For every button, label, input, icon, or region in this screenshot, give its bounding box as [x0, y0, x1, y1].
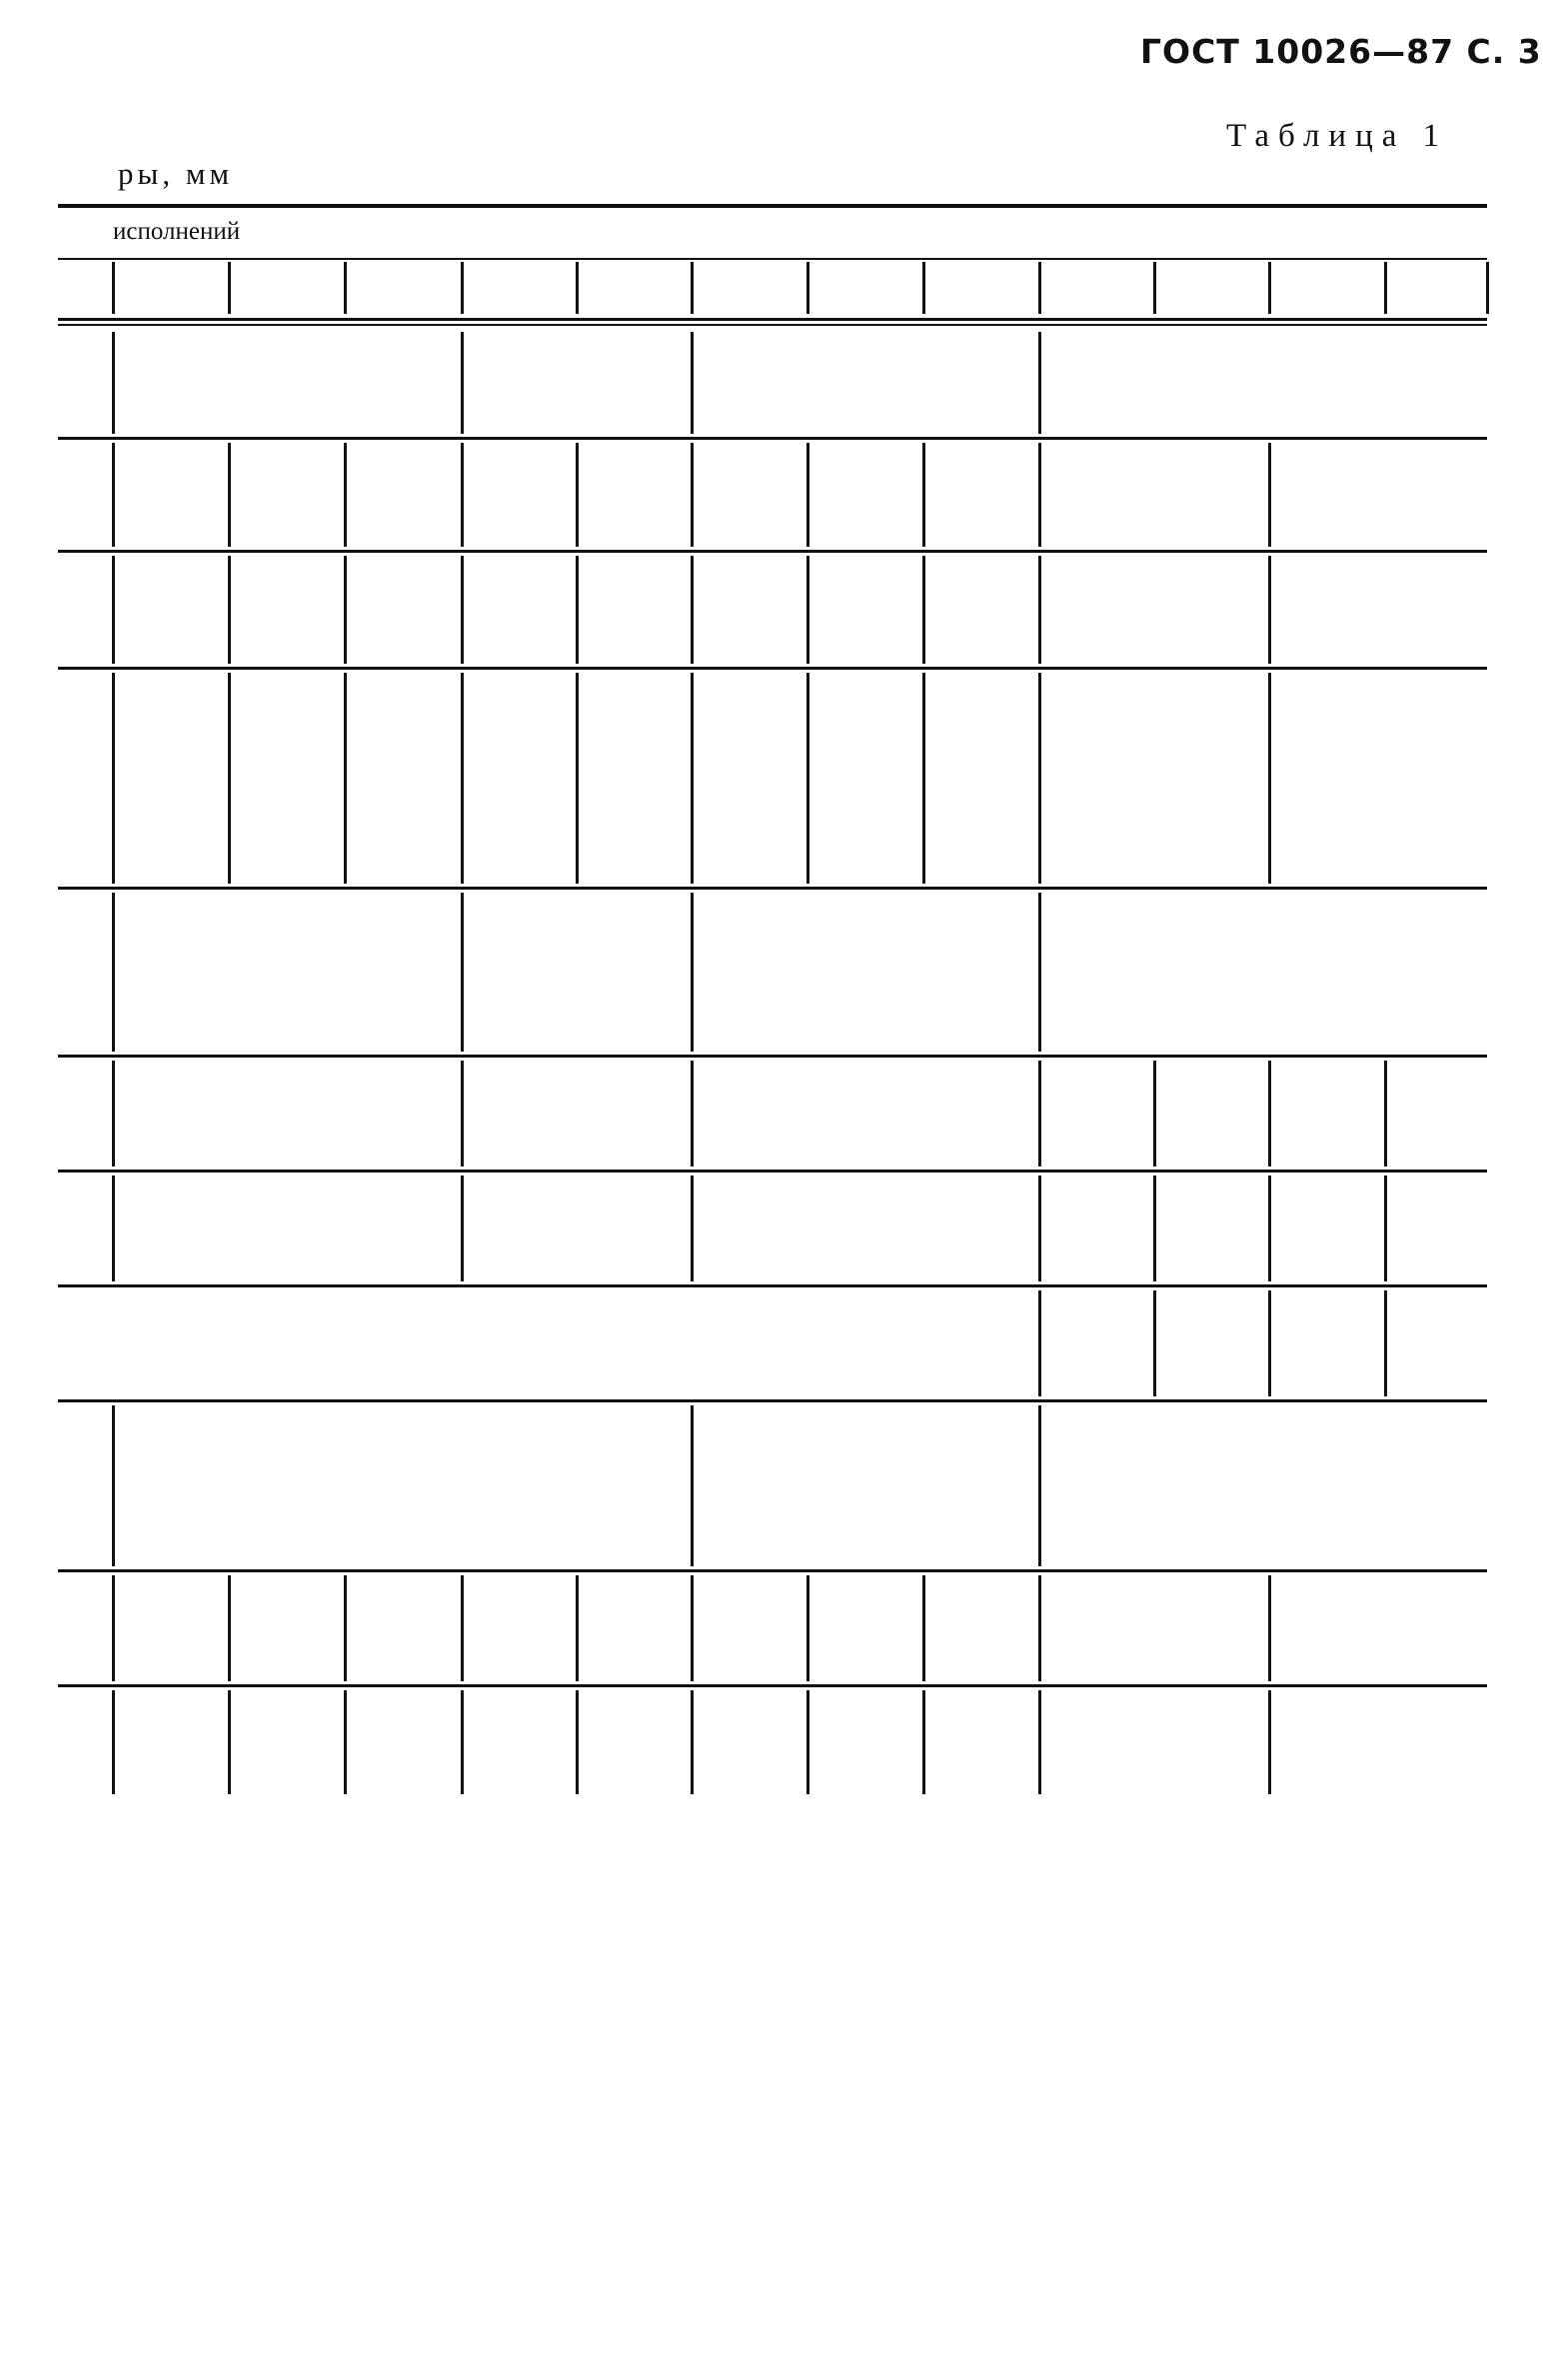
column-divider: [112, 443, 115, 547]
column-divider: [922, 556, 925, 664]
table-caption: ры, мм: [118, 156, 234, 191]
column-divider: [112, 1690, 115, 1794]
column-divider: [1038, 1690, 1041, 1794]
column-divider: [112, 262, 115, 314]
column-divider: [1153, 1176, 1156, 1281]
column-divider: [691, 1575, 694, 1681]
column-divider: [922, 1575, 925, 1681]
column-divider: [112, 556, 115, 664]
row-divider: [58, 204, 1487, 208]
column-divider: [1038, 893, 1041, 1052]
column-divider: [1038, 1176, 1041, 1281]
column-divider: [1038, 332, 1041, 434]
column-divider: [1268, 1176, 1271, 1281]
column-divider: [806, 1575, 809, 1681]
column-divider: [806, 262, 809, 314]
column-divider: [461, 1690, 464, 1794]
column-divider: [112, 1061, 115, 1167]
column-divider: [1038, 1405, 1041, 1566]
row-divider: [58, 258, 1487, 260]
column-divider: [1268, 556, 1271, 664]
row-divider: [58, 550, 1487, 553]
column-divider: [461, 1575, 464, 1681]
column-divider: [1268, 1290, 1271, 1396]
column-divider: [806, 673, 809, 884]
column-divider: [1268, 1575, 1271, 1681]
row-divider: [58, 1284, 1487, 1287]
column-divider: [691, 1061, 694, 1167]
column-divider: [461, 893, 464, 1052]
column-divider: [344, 1575, 347, 1681]
column-divider: [344, 556, 347, 664]
column-divider: [112, 1575, 115, 1681]
column-divider: [1038, 443, 1041, 547]
column-divider: [1486, 262, 1489, 314]
column-divider: [1268, 443, 1271, 547]
column-divider: [461, 1176, 464, 1281]
column-divider: [1384, 1290, 1387, 1396]
column-divider: [576, 673, 579, 884]
column-divider: [1268, 262, 1271, 314]
row-divider: [58, 318, 1487, 321]
column-divider: [922, 1690, 925, 1794]
row-divider: [58, 1170, 1487, 1173]
column-divider: [112, 673, 115, 884]
column-divider: [344, 673, 347, 884]
table-title: Таблица 1: [1226, 118, 1449, 154]
row-divider: [58, 887, 1487, 890]
document-reference: ГОСТ 10026—87 С. 3: [1140, 32, 1542, 71]
execution-subheader: исполнений: [113, 218, 241, 245]
column-divider: [576, 1575, 579, 1681]
column-divider: [1268, 1690, 1271, 1794]
row-divider: [58, 1684, 1487, 1687]
column-divider: [461, 332, 464, 434]
column-divider: [691, 556, 694, 664]
column-divider: [922, 673, 925, 884]
column-divider: [1153, 1061, 1156, 1167]
column-divider: [1038, 1575, 1041, 1681]
column-divider: [576, 262, 579, 314]
row-divider: [58, 667, 1487, 670]
column-divider: [1384, 1061, 1387, 1167]
column-divider: [1153, 1290, 1156, 1396]
column-divider: [1038, 1061, 1041, 1167]
column-divider: [691, 1176, 694, 1281]
column-divider: [112, 1176, 115, 1281]
column-divider: [691, 262, 694, 314]
column-divider: [691, 1405, 694, 1566]
column-divider: [691, 443, 694, 547]
column-divider: [576, 556, 579, 664]
column-divider: [461, 1061, 464, 1167]
row-divider: [58, 437, 1487, 440]
column-divider: [806, 1690, 809, 1794]
column-divider: [461, 262, 464, 314]
column-divider: [1038, 556, 1041, 664]
column-divider: [691, 893, 694, 1052]
column-divider: [112, 893, 115, 1052]
column-divider: [691, 1690, 694, 1794]
column-divider: [922, 262, 925, 314]
column-divider: [461, 556, 464, 664]
column-divider: [1384, 262, 1387, 314]
column-divider: [1038, 262, 1041, 314]
row-divider: [58, 1399, 1487, 1402]
column-divider: [576, 443, 579, 547]
column-divider: [112, 1405, 115, 1566]
column-divider: [228, 262, 231, 314]
column-divider: [806, 556, 809, 664]
column-divider: [691, 673, 694, 884]
column-divider: [344, 443, 347, 547]
row-divider: [58, 1569, 1487, 1572]
column-divider: [1268, 1061, 1271, 1167]
row-divider: [58, 324, 1487, 326]
column-divider: [228, 1690, 231, 1794]
column-divider: [344, 262, 347, 314]
column-divider: [344, 1690, 347, 1794]
column-divider: [1268, 673, 1271, 884]
column-divider: [461, 443, 464, 547]
column-divider: [691, 332, 694, 434]
column-divider: [461, 673, 464, 884]
column-divider: [228, 443, 231, 547]
column-divider: [228, 1575, 231, 1681]
column-divider: [1038, 1290, 1041, 1396]
column-divider: [806, 443, 809, 547]
column-divider: [228, 673, 231, 884]
column-divider: [1384, 1176, 1387, 1281]
column-divider: [1038, 673, 1041, 884]
column-divider: [1153, 262, 1156, 314]
column-divider: [576, 1690, 579, 1794]
column-divider: [112, 332, 115, 434]
column-divider: [228, 556, 231, 664]
column-divider: [922, 443, 925, 547]
row-divider: [58, 1055, 1487, 1058]
